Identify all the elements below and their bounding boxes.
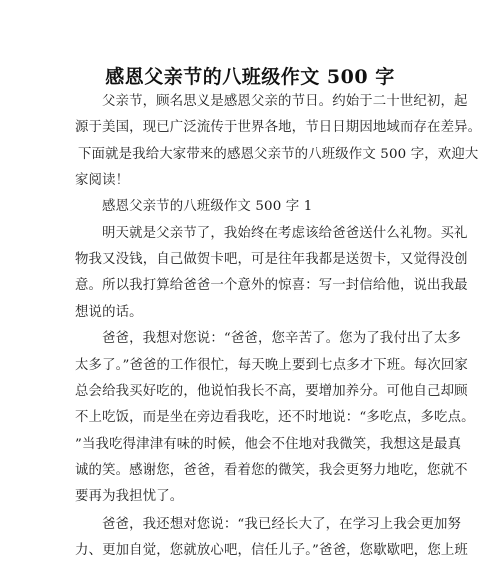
paragraph-line: 家阅读！ [75,173,130,188]
paragraph-line: 意。所以我打算给爸爸一个意外的惊喜：写一封信给他，说出我最 [75,278,468,293]
paragraph-line: 想说的话。 [75,305,143,320]
paragraph-line: 明天就是父亲节了，我始终在考虑该给爸爸送什么礼物。买礼 [102,226,468,241]
paragraph-line: 总会给我买好吃的，他说怕我长不高，要增加养分。可他自己却顾 [75,384,468,399]
paragraph-line: 源于美国，现已广泛流传于世界各地，节日日期因地域而存在差异。 [75,120,482,135]
paragraph-line: 诚的笑。感谢您，爸爸，看着您的微笑，我会更努力地吃，您就不 [75,463,468,478]
paragraph-line: 物我又没钱，自己做贺卡吧，可是往年我都是送贺卡，又觉得没创 [75,252,468,267]
document-title: 感恩父亲节的八班级作文 500 字 [105,66,395,88]
paragraph-line: 力、更加自觉，您就放心吧，信任儿子。”爸爸，您歇歇吧，您上班 [75,543,468,558]
paragraph-line: 父亲节，顾名思义是感恩父亲的节日。约始于二十世纪初，起 [102,94,468,109]
paragraph-line: 要再为我担忧了。 [75,489,184,504]
paragraph-line: ”当我吃得津津有味的时候，他会不住地对我微笑，我想这是最真 [75,437,462,452]
paragraph-line: 不上吃饭，而是坐在旁边看我吃，还不时地说：“多吃点，多吃点。 [75,410,475,425]
paragraph-line: 爸爸，我想对您说：“爸爸，您辛苦了。您为了我付出了太多 [102,331,462,346]
paragraph-line: 下面就是我给大家带来的感恩父亲节的八班级作文 500 字，欢迎大 [78,147,479,162]
paragraph-line: 爸爸，我还想对您说：“我已经长大了，在学习上我会更加努 [102,517,462,532]
paragraph-line: 太多了。”爸爸的工作很忙，每天晚上要到七点多才下班。每次回家 [75,358,468,373]
section-heading: 感恩父亲节的八班级作文 500 字 1 [102,199,313,214]
